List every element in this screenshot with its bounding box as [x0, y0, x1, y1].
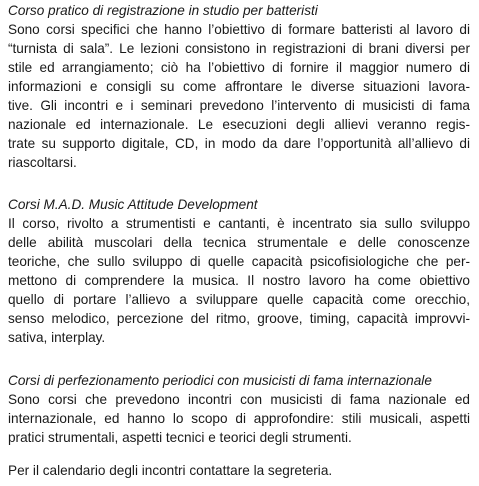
body-line: internazionale, ed hanno lo scopo di approfondire: stili musicali, aspetti: [8, 411, 470, 426]
body-line: quello di portare l’allievo a sviluppare quelle capacità come orecchio,: [8, 292, 470, 307]
section-perfezionamento: [8, 371, 470, 447]
body-line: delle abilità muscolari della tecnica strumentale e delle conoscenze: [8, 235, 470, 250]
body-line: nazionale ed internazionale. Le esecuzioni degli allievi veranno regis-: [8, 117, 470, 132]
section-title: Corsi di perfezionamento periodici con musicisti di fama internazionale: [8, 373, 432, 388]
body-line: tive. Gli incontri e i seminari prevedono l’intervento di musicisti di fama: [8, 98, 470, 113]
body-line: pratici strumentali, aspetti tecnici e teorici degli strumenti.: [8, 430, 352, 445]
body-line: mettono di comprendere la musica. Il nostro lavoro ha come obiettivo: [8, 273, 470, 288]
section-title: Corso pratico di registrazione in studio per batteristi: [8, 3, 318, 18]
body-line: sativa, interplay.: [8, 330, 106, 345]
section-registrazione: [8, 1, 470, 172]
body-line: Sono corsi specifici che hanno l’obiettivo di formare batteristi al lavoro di: [8, 22, 470, 37]
footer-note: [8, 461, 470, 480]
body-line: “turnista di sala”. Le lezioni consistono in registrazioni di brani diversi per: [8, 41, 470, 56]
body-line: senso melodico, percezione del ritmo, groove, timing, capacità improvvi-: [8, 311, 470, 326]
section-title: Corsi M.A.D. Music Attitude Development: [8, 197, 258, 212]
section-body: [8, 20, 470, 172]
body-line: riascoltarsi.: [8, 155, 77, 170]
body-line: trate su supporto digitale, CD, in modo da dare l’opportunità all’allievo di: [8, 136, 470, 151]
body-line: informazioni e consigli su come affrontare le diverse situazioni lavora-: [8, 79, 470, 94]
section-body: [8, 390, 470, 447]
body-line: Il corso, rivolto a strumentisti e cantanti, è incentrato sia sullo sviluppo: [8, 216, 470, 231]
body-line: Sono corsi che prevedono incontri con musicisti di fama nazionale ed: [8, 392, 470, 407]
footer-text: Per il calendario degli incontri contattare la segreteria.: [8, 463, 333, 478]
section-mad: [8, 195, 470, 347]
body-line: stile ed arrangiamento; ciò ha l’obiettivo di fornire il maggior numero di: [8, 60, 470, 75]
section-body: [8, 214, 470, 347]
body-line: teoriche, che sullo sviluppo di quelle capacità psicofisiologiche che per-: [8, 254, 470, 269]
